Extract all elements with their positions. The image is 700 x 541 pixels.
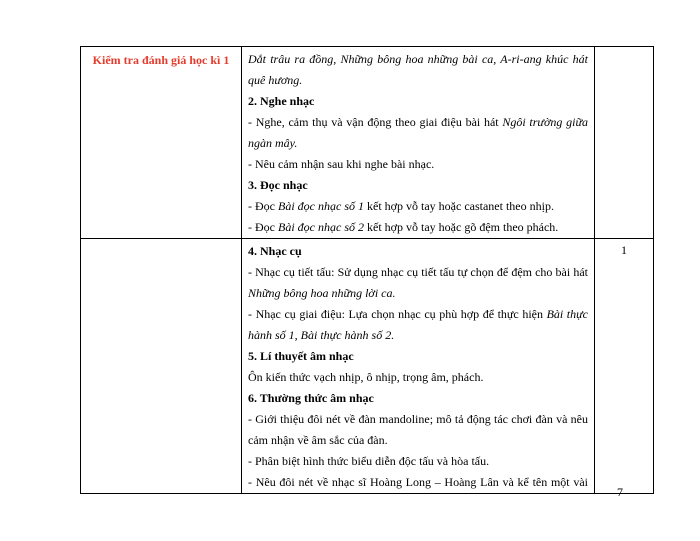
curriculum-table <box>80 46 654 494</box>
appreciation-item-2: - Phân biệt hình thức biểu diễn độc tấu và hòa tấu. <box>248 454 490 468</box>
period-count: 1 <box>621 243 627 257</box>
melody-instrument-item-cont: hành số 1, Bài thực hành số 2. <box>248 328 395 342</box>
topic-cell <box>81 239 242 494</box>
topic-cell <box>81 47 242 239</box>
listening-item-1-cont: ngàn mây. <box>248 136 298 150</box>
table-row <box>81 47 654 239</box>
rhythm-instrument-item: - Nhạc cụ tiết tấu: Sử dụng nhạc cụ tiết tấu tự chọn để đệm cho bài hát <box>248 265 588 279</box>
song-list-line-cont: quê hương. <box>248 73 303 87</box>
rhythm-instrument-song: Những bông hoa những lời ca. <box>248 286 396 300</box>
reading-item-2: - Đọc Bài đọc nhạc số 2 kết hợp vỗ tay hoặc gõ đệm theo phách. <box>248 220 559 234</box>
section-heading-instruments: 4. Nhạc cụ <box>248 244 302 258</box>
table-row <box>81 239 654 494</box>
listening-item-1: - Nghe, cảm thụ và vận động theo giai điệu bài hát Ngôi trường giữa <box>248 115 588 129</box>
content-cell <box>242 47 595 239</box>
section-heading-listening: 2. Nghe nhạc <box>248 94 315 108</box>
content-cell <box>242 239 595 494</box>
reading-item-1: - Đọc Bài đọc nhạc số 1 kết hợp vỗ tay hoặc castanet theo nhịp. <box>248 199 554 213</box>
song-list-line: Dắt trâu ra đồng, Những bông hoa những bài ca, A-ri-ang khúc hát <box>248 52 588 66</box>
melody-instrument-item: - Nhạc cụ giai điệu: Lựa chọn nhạc cụ phù hợp để thực hiện Bài thực <box>248 307 589 321</box>
appreciation-item-1-cont: cảm nhận về âm sắc của đàn. <box>248 433 388 447</box>
section-heading-reading: 3. Đọc nhạc <box>248 178 308 192</box>
listening-item-2: - Nêu cảm nhận sau khi nghe bài nhạc. <box>248 157 435 171</box>
period-cell <box>595 239 654 494</box>
period-cell <box>595 47 654 239</box>
page-number: 7 <box>617 485 623 499</box>
section-heading-theory: 5. Lí thuyết âm nhạc <box>248 349 354 363</box>
theory-item: Ôn kiến thức vạch nhịp, ô nhịp, trọng âm, phách. <box>248 370 484 384</box>
appreciation-item-3: - Nêu đôi nét về nhạc sĩ Hoàng Long – Hoàng Lân và kể tên một vài <box>248 475 588 489</box>
topic-title: Kiểm tra đánh giá học kì 1 <box>92 53 230 67</box>
appreciation-item-1: - Giới thiệu đôi nét về đàn mandoline; mô tả động tác chơi đàn và nêu <box>248 412 588 426</box>
section-heading-appreciation: 6. Thường thức âm nhạc <box>248 391 374 405</box>
